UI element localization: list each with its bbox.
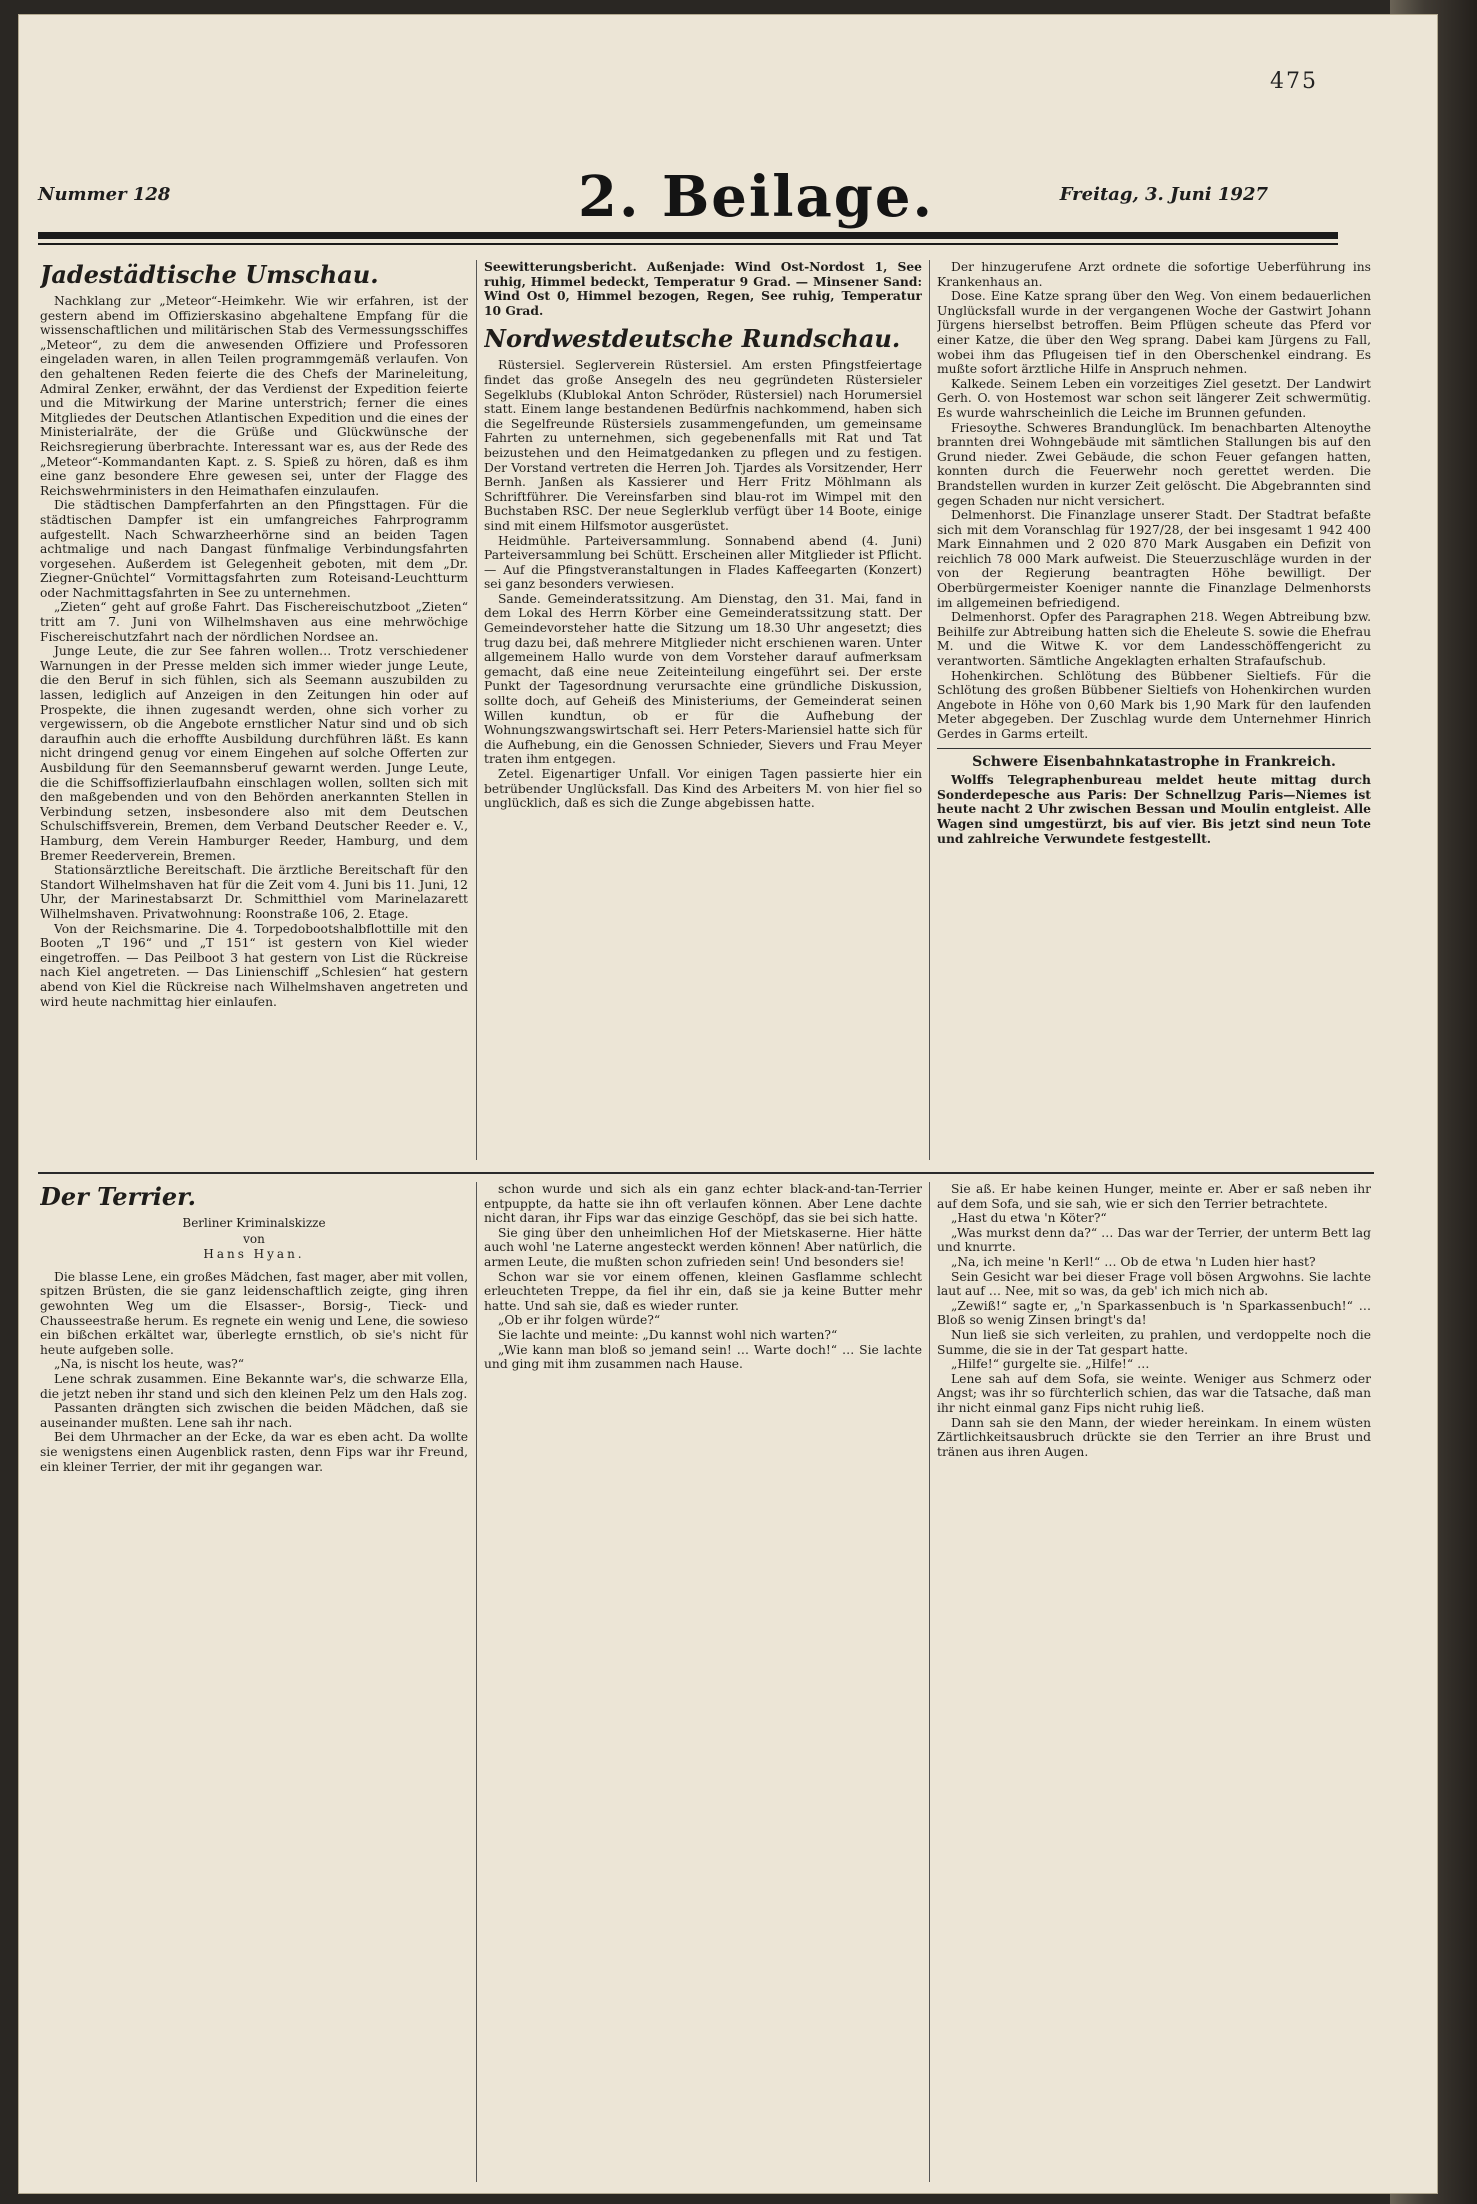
story-paragraph: Passanten drängten sich zwischen die beiden Mädchen, daß sie auseinander mußten. Lene sah ihr nach. bbox=[40, 1401, 468, 1430]
story-paragraph: schon wurde und sich als ein ganz echter black-and-tan-Terrier entpuppte, da hatte sie ihn oft verlaufen können. Aber Lene dachte nicht daran, ihr Fips war das einzige Geschöpf, das sie bei sich hatte. bbox=[484, 1182, 922, 1226]
article-paragraph: Die städtischen Dampferfahrten an den Pfingsttagen. Für die städtischen Dampfer ist ein umfangreiches Fahrprogramm aufgestellt. Nach Schwarzheerhörne sind an beiden Tagen achtmalige und nach Dangast fünfmalige Verbindungsfahrten vorgesehen. Außerdem ist Gelegenheit geboten, mit dem „Dr. Ziegner-Gnüchtel“ Vormittagsfahrten zum Roteisand-Leuchtturm oder Nachmittagsfahrten in See zu unternehmen. bbox=[40, 498, 468, 600]
page-number: 475 bbox=[1270, 69, 1318, 94]
article-paragraph: Friesoythe. Schweres Brandunglück. Im benachbarten Altenoythe brannten drei Wohngebäude mit sämtlichen Stallungen bis auf den Grund nieder. Zwei Gebäude, die schon Feuer gefangen hatten, konnten durch die Feuerwehr noch gerettet werden. Die Brandstellen wurden in kurzer Zeit gelöscht. Die Abgebrannten sind gegen Schaden nur nicht versichert. bbox=[937, 420, 1371, 508]
article-paragraph: Junge Leute, die zur See fahren wollen… Trotz verschiedener Warnungen in der Presse melden sich immer wieder junge Leute, die den Beruf in sich fühlen, sich als Seemann auszubilden zu lassen, lediglich auf Anzeigen in den Zeitungen hin oder auf Prospekte, die ihnen zugesandt werden, ohne sich vorher zu vergewissern, ob die Angebote ernstlicher Natur sind und ob sich daraufhin auch die erhoffte Ausbildung durchführen läßt. Es kann nicht dringend genug vor einem Eingehen auf solche Offerten zur Ausbildung für den Seemannsberuf gewarnt werden. Junge Leute, die die Schiffsoffizierlaufbahn einschlagen wollen, sollten sich mit den maßgebenden und von den Behörden anerkannten Stellen in Verbindung setzen, insbesondere also mit dem Deutschen Schulschiffsverein, Bremen, dem Verband Deutscher Reeder e. V., Hamburg, dem Verein Hamburger Reeder, Hamburg, und dem Bremer Reederverein, Bremen. bbox=[40, 644, 468, 863]
story-author: Hans Hyan. bbox=[203, 1247, 305, 1262]
weather-report: Seewitterungsbericht. Außenjade: Wind Ost-Nordost 1, See ruhig, Himmel bedeckt, Temperatur 9 Grad. — Minsener Sand: Wind Ost 0, Himmel bezogen, Regen, See ruhig, Temperatur 10 Grad. bbox=[484, 260, 922, 318]
article-paragraph: Von der Reichsmarine. Die 4. Torpedobootshalbflottille mit den Booten „T 196“ und „T 151“ ist gestern von Kiel wieder eingetroffen. — Das Peilboot 3 hat gestern von List die Rückreise nach Kiel angetreten. — Das Linienschiff „Schlesien“ hat gestern abend von Kiel die Rückreise nach Wilhelmshaven angetreten und wird heute nachmittag hier einlaufen. bbox=[40, 921, 468, 1009]
story-paragraph: Sie ging über den unheimlichen Hof der Mietskaserne. Hier hätte auch wohl 'ne Laterne angesteckt werden können! Aber natürlich, die armen Leute, die mußten schon zufrieden sein! Und besonders sie! bbox=[484, 1225, 922, 1269]
header-rule bbox=[38, 232, 1338, 239]
story-paragraph: Lene schrak zusammen. Eine Bekannte war's, die schwarze Ella, die jetzt neben ihr stand und sich den kleinen Pelz um den Hals zog. bbox=[40, 1371, 468, 1401]
column-divider bbox=[476, 260, 477, 1160]
issue-number: Nummer 128 bbox=[38, 184, 171, 205]
column-regional-news bbox=[484, 260, 922, 1160]
article-paragraph: Delmenhorst. Opfer des Paragraphen 218. Wegen Abtreibung bzw. Beihilfe zur Abtreibung hatten sich die Eheleute S. sowie die Ehefrau M. und die Witwe K. vor dem Landesschöffengericht zu verantworten. Sämtliche Angeklagten erhalten Strafaufschub. bbox=[937, 610, 1371, 669]
story-paragraph: „Na, ich meine 'n Kerl!“ … Ob de etwa 'n Luden hier hast? bbox=[951, 1254, 1316, 1269]
story-paragraph: „Zewiß!“ sagte er, „'n Sparkassenbuch is 'n Sparkassenbuch!“ … Bloß so wenig Zinsen bringt's da! bbox=[937, 1298, 1371, 1328]
column-regional-news-continued bbox=[937, 260, 1371, 1160]
story-paragraph: „Na, is nischt los heute, was?“ bbox=[54, 1357, 245, 1372]
article-paragraph: Zetel. Eigenartiger Unfall. Vor einigen Tagen passierte hier ein betrübender Unglücksfall. Das Kind des Arbeiters M. von hier fiel so unglücklich, daß es sich die Zunge abgebissen hatte. bbox=[484, 767, 922, 811]
breaking-news-title: Schwere Eisenbahnkatastrophe in Frankreich. bbox=[972, 753, 1336, 770]
article-paragraph: „Zieten“ geht auf große Fahrt. Das Fischereischutzboot „Zieten“ tritt am 7. Juni von Wilhelmshaven aus eine mehrwöchige Fischereischutzfahrt nach der nördlichen Nordsee an. bbox=[40, 600, 468, 644]
story-title: Der Terrier. bbox=[40, 1182, 196, 1211]
section-divider bbox=[38, 1172, 1374, 1174]
article-paragraph: Kalkede. Seinem Leben ein vorzeitiges Ziel gesetzt. Der Landwirt Gerh. O. von Hostemost war schon seit längerer Zeit schwermütig. Es wurde wahrscheinlich die Leiche im Brunnen gefunden. bbox=[937, 376, 1371, 420]
column-divider bbox=[476, 1182, 477, 2182]
article-paragraph: Heidmühle. Parteiversammlung. Sonnabend abend (4. Juni) Parteiversammlung bei Schütt. Erscheinen aller Mitglieder ist Pflicht. — Auf die Pfingstveranstaltungen in Flades Kaffeegarten (Konzert) sei ganz besonders verwiesen. bbox=[484, 533, 922, 592]
column-story-3 bbox=[937, 1182, 1371, 2182]
article-paragraph: Sande. Gemeinderatssitzung. Am Dienstag, den 31. Mai, fand in dem Lokal des Herrn Körber eine Gemeinderatssitzung statt. Der Gemeindevorsteher hatte die Sitzung um 18.30 Uhr angesetzt; dies trug dazu bei, daß mehrere Mitglieder nicht erschienen waren. Unter allgemeinem Hallo wurde von dem Vorsteher darauf aufmerksam gemacht, daß eine neue Zeiteinteilung eingeführt sei. Der erste Punkt der Tagesordnung verursachte eine gründliche Diskussion, sollte doch, auf Geheiß des Ministeriums, der Gemeinderat seinen Willen kundtun, ob er für die Aufhebung der Wohnungszwangswirtschaft sei. Herr Peters-Mariensiel hatte sich für die Aufhebung, ein die Genossen Schnieder, Sievers und Frau Meyer traten ihm entgegen. bbox=[484, 591, 922, 767]
article-paragraph: Rüstersiel. Seglerverein Rüstersiel. Am ersten Pfingstfeiertage findet das große Ansegeln des neu gegründeten Rüstersieler Segelklubs (Klublokal Anton Schröder, Rüstersiel) nach Horumersiel statt. Einem lange bestandenen Bedürfnis nachkommend, haben sich die Segelfreunde Rüstersiels zusammengefunden, um gemeinsame Fahrten zu unternehmen, sich gegebenenfalls mit Rat und Tat beizustehen und den Heimatgedanken zu pflegen und zu festigen. Der Vorstand vertreten die Herren Joh. Tjardes als Vorsitzender, Herr Bernh. Janßen als Kassierer und Herr Fritz Möhlmann als Schriftführer. Die Vereinsfarben sind blau-rot im Wimpel mit den Buchstaben RSC. Der neue Seglerklub verfügt über 14 Boote, einige sind mit einem Hilfsmotor ausgerüstet. bbox=[484, 358, 922, 533]
story-paragraph: Sein Gesicht war bei dieser Frage voll bösen Argwohns. Sie lachte laut auf … Nee, mit so was, da geb' ich mich nich ab. bbox=[937, 1269, 1371, 1299]
issue-date: Freitag, 3. Juni 1927 bbox=[1059, 184, 1268, 205]
story-paragraph: Dann sah sie den Mann, der wieder hereinkam. In einem wüsten Zärtlichkeitsausbruch drückte sie den Terrier an ihre Brust und tränen aus ihren Augen. bbox=[937, 1415, 1371, 1459]
newspaper-page bbox=[18, 14, 1438, 2194]
story-paragraph: Sie lachte und meinte: „Du kannst wohl nich warten?“ bbox=[498, 1327, 838, 1342]
column-story-1 bbox=[40, 1182, 468, 2182]
story-by: von bbox=[243, 1231, 265, 1246]
article-paragraph: Delmenhorst. Die Finanzlage unserer Stadt. Der Stadtrat befaßte sich mit dem Voranschlag für 1927/28, der bei insgesamt 1 942 400 Mark Einnahmen und 2 020 870 Mark Ausgaben ein Defizit von reichlich 78 000 Mark aufweist. Die Steuerzuschläge wurden in der von der Regierung beantragten Höhe bewilligt. Der Oberbürgermeister Koeniger nannte die Finanzlage Delmenhorsts im allgemeinen befriedigend. bbox=[937, 508, 1371, 610]
story-paragraph: Lene sah auf dem Sofa, sie weinte. Weniger aus Schmerz oder Angst; was ihr so fürchterlich schien, das war die Tatsache, daß man ihr nicht einmal ganz Fips nicht ruhig ließ. bbox=[937, 1371, 1371, 1415]
article-paragraph: Dose. Eine Katze sprang über den Weg. Von einem bedauerlichen Unglücksfall wurde in der vergangenen Woche der Gastwirt Johann Jürgens hierselbst betroffen. Beim Pflügen scheute das Pferd vor einer Katze, die über den Weg sprang. Dabei kam Jürgens zu Fall, wobei ihm das Pflugeisen tief in den Oberschenkel eindrang. Es mußte sofort ärztliche Hilfe in Anspruch nehmen. bbox=[937, 289, 1371, 377]
story-paragraph: Bei dem Uhrmacher an der Ecke, da war es eben acht. Da wollte sie wenigstens einen Augenblick rasten, denn Fips war ihr Freund, ein kleiner Terrier, der mit ihr gegangen war. bbox=[40, 1430, 468, 1474]
section-heading: Jadestädtische Umschau. bbox=[40, 260, 379, 289]
article-paragraph: Stationsärztliche Bereitschaft. Die ärztliche Bereitschaft für den Standort Wilhelmshaven hat für die Zeit vom 4. Juni bis 11. Juni, 12 Uhr, der Marinestabsarzt Dr. Schmitthiel vom Marinelazarett Wilhelmshaven. Privatwohnung: Roonstraße 106, 2. Etage. bbox=[40, 863, 468, 921]
story-paragraph: Schon war sie vor einem offenen, kleinen Gasflamme schlecht erleuchteten Treppe, da fiel ihr ein, daß sie ja keine Butter mehr hatte. Und sah sie, daß es wieder runter. bbox=[484, 1269, 922, 1313]
story-paragraph: „Ob er ihr folgen würde?“ bbox=[498, 1313, 661, 1328]
story-paragraph: Die blasse Lene, ein großes Mädchen, fast mager, aber mit vollen, spitzen Brüsten, die sie ganz leidenschaftlich zeigte, ging ihren gewohnten Weg um die Elsasser-, Borsig-, Tieck- und Chausseestraße herum. Es regnete ein wenig und Lene, die sowieso ein bißchen erkältet war, überlegte ernstlich, ob sie's nicht für heute aufgeben solle. bbox=[40, 1269, 468, 1357]
story-paragraph: Nun ließ sie sich verleiten, zu prahlen, und verdoppelte noch die Summe, die sie in der Tat gespart hatte. bbox=[937, 1327, 1371, 1357]
article-paragraph: Der hinzugerufene Arzt ordnete die sofortige Ueberführung ins Krankenhaus an. bbox=[937, 260, 1371, 289]
story-paragraph: „Was murkst denn da?“ … Das war der Terrier, der unterm Bett lag und knurrte. bbox=[937, 1225, 1371, 1255]
breaking-news-box bbox=[937, 748, 1371, 847]
column-divider bbox=[929, 260, 930, 1160]
column-local-news bbox=[40, 260, 468, 1160]
header-rule-thin bbox=[38, 243, 1338, 245]
section-heading: Nordwestdeutsche Rundschau. bbox=[484, 324, 901, 354]
article-paragraph: Hohenkirchen. Schlötung des Bübbener Sieltiefs. Für die Schlötung des großen Bübbener Sieltiefs von Hohenkirchen wurden Angebote in Höhe von 0,60 Mark bis 1,90 Mark für den laufenden Meter abgegeben. Der Zuschlag wurde dem Unternehmer Hinrich Gerdes in Garms erteilt. bbox=[937, 668, 1371, 741]
story-paragraph: „Wie kann man bloß so jemand sein! … Warte doch!“ … Sie lachte und ging mit ihm zusammen nach Hause. bbox=[484, 1342, 922, 1372]
article-paragraph: Nachklang zur „Meteor“-Heimkehr. Wie wir erfahren, ist der gestern abend im Offizierskasino abgehaltene Empfang für die wissenschaftlichen und militärischen Stab des Vermessungsschiffes „Meteor“, zu dem die anwesenden Offiziere und Professoren eingeladen waren, in allen Teilen programmgemäß verlaufen. Von den gehaltenen Reden feierte die des Chefs der Marineleitung, Admiral Zenker, erwähnt, der das Verdienst der Expedition feierte und die Mitwirkung der Marine unterstrich; ferner die eines Mitgliedes der Deutschen Atlantischen Expedition und die eines der Ministerialräte, der die Grüße und Glückwünsche der Reichsregierung überbrachte. Interessant war es, aus der Rede des „Meteor“-Kommandanten Kapt. z. S. Spieß zu hören, daß es ihm eine ganz besondere Ehre gewesen sei, unter der Flagge des Reichswehrministers in den Heimathafen einzulaufen. bbox=[40, 294, 468, 498]
page-title: 2. Beilage. bbox=[578, 164, 935, 230]
story-paragraph: Sie aß. Er habe keinen Hunger, meinte er. Aber er saß neben ihr auf dem Sofa, und sie sah, wie er sich den Terrier betrachtete. bbox=[937, 1182, 1371, 1211]
story-subtitle: Berliner Kriminalskizze bbox=[182, 1216, 326, 1230]
column-story-2 bbox=[484, 1182, 922, 2182]
story-paragraph: „Hilfe!“ gurgelte sie. „Hilfe!“ … bbox=[951, 1357, 1150, 1372]
column-divider bbox=[929, 1182, 930, 2182]
breaking-news-text: Wolffs Telegraphenbureau meldet heute mittag durch Sonderdepesche aus Paris: Der Schnellzug Paris—Niemes ist heute nacht 2 Uhr zwischen Bessan und Moulin entgleist. Alle Wagen sind umgestürzt, bis auf vier. Bis jetzt sind neun Tote und zahlreiche Verwundete festgestellt. bbox=[937, 772, 1371, 846]
story-paragraph: „Hast du etwa 'n Köter?“ bbox=[951, 1211, 1107, 1226]
